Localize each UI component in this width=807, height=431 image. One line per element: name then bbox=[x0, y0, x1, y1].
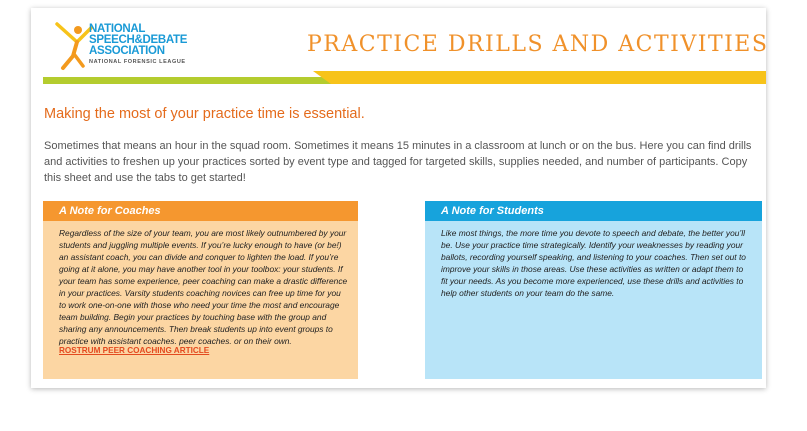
practice-drills-sheet bbox=[31, 8, 769, 388]
header-banner bbox=[43, 71, 766, 95]
coaches-note-body: Regardless of the size of your team, you are most likely outnumbered by your students and juggling multiple events. If you’re lucky enough to have (or be!) an assistant coach, you can divide and conquer to lighten the load. If you’re going at it alone, you may have another tool in your toolbox: your students. If your team has some experience, peer coaching can make a drastic difference in your practices. Varsity students coaching novices can free up time for you to work one-on-one with those who need your time the most and encourage team building. Begin your practices by touching base with the group and sharing any announcements. Then break students up into event groups to practice with assistant coaches. peer coaches. or on their own. bbox=[59, 228, 348, 346]
students-note bbox=[425, 201, 762, 379]
students-note-body: Like most things, the more time you devote to speech and debate, the better you’ll be. Use your practice time strategically. Identify your weaknesses by reading your ballots, recording yourself speaking, and listening to your coaches. Then set out to improve your skills in those areas. Use these activities as written or adapt them to fit your needs. As you become more experienced, use these drills and activities to help other students on your team do the same. bbox=[441, 228, 746, 298]
intro-paragraph: Sometimes that means an hour in the squad room. Sometimes it means 15 minutes in a classroom at lunch or on the bus. Here you can find drills and activities to freshen up your practices sorted by event type and tagged for targeted skills, supplies needed, and number of participants. Copy this sheet and use the tabs to get started! bbox=[44, 140, 752, 184]
speaker-figure-icon bbox=[53, 22, 93, 72]
logo-text-line-3: ASSOCIATION bbox=[89, 45, 165, 57]
page-title: PRACTICE DRILLS AND ACTIVITIES bbox=[307, 32, 769, 57]
logo-text-line-1: NATIONAL bbox=[89, 23, 146, 35]
students-note-heading: A Note for Students bbox=[425, 201, 762, 221]
coaches-note bbox=[43, 201, 358, 379]
banner-yellow-bar bbox=[313, 71, 766, 84]
logo-subtitle: NATIONAL FORENSIC LEAGUE bbox=[89, 59, 186, 65]
logo-text-line-2: SPEECH&DEBATE bbox=[89, 34, 188, 46]
coaches-note-heading: A Note for Coaches bbox=[43, 201, 358, 221]
peer-coaching-article-link[interactable]: ROSTRUM PEER COACHING ARTICLE bbox=[59, 346, 210, 355]
headline: Making the most of your practice time is essential. bbox=[44, 106, 365, 122]
